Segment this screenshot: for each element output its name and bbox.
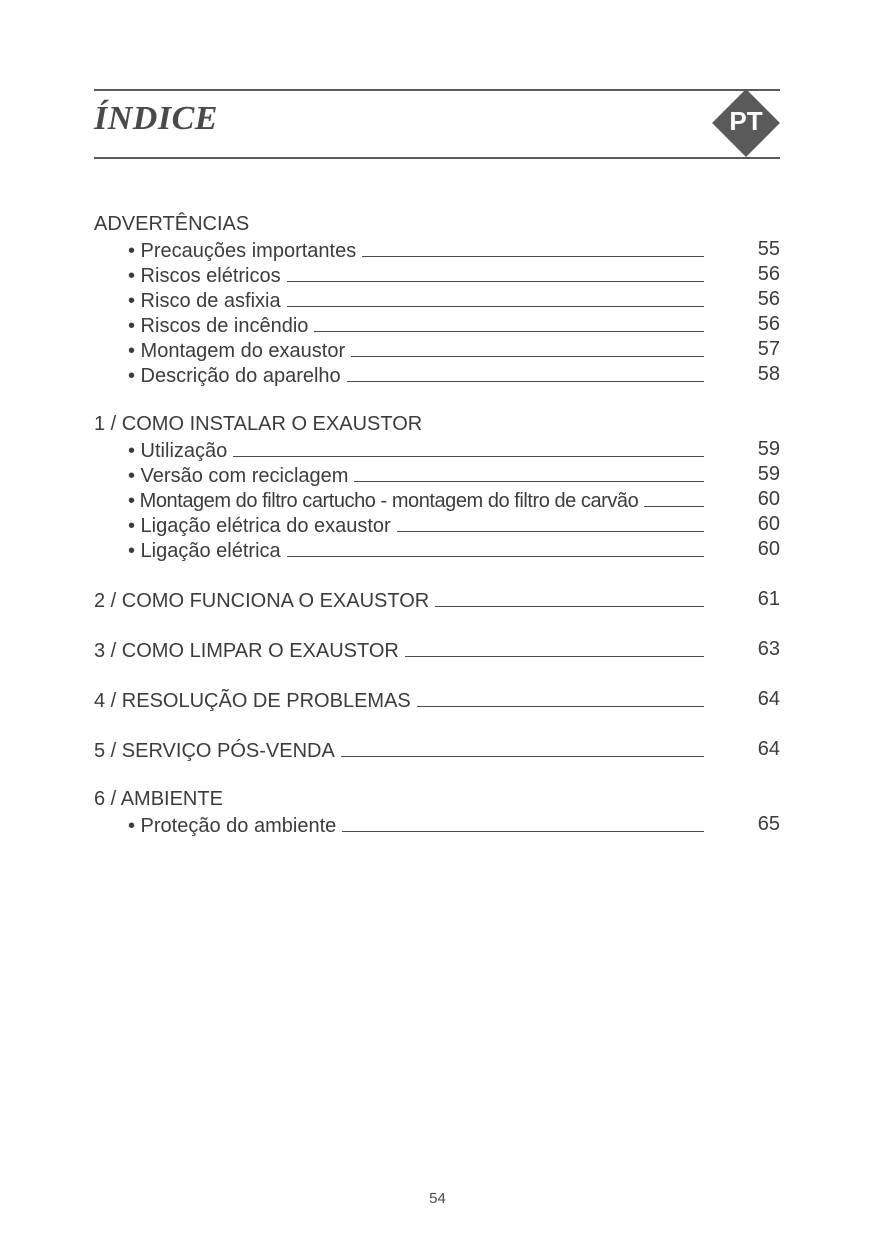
language-badge	[712, 89, 780, 157]
toc-section-heading: 5 / SERVIÇO PÓS-VENDA	[94, 740, 335, 762]
toc-entry[interactable]	[94, 262, 780, 287]
leader-line	[287, 262, 704, 282]
toc-section-heading: 1 / COMO INSTALAR O EXAUSTOR	[94, 413, 423, 435]
leader-line	[405, 637, 704, 657]
toc-entry-label: • Utilização	[128, 440, 228, 462]
leader-line	[435, 587, 704, 607]
toc-entry[interactable]	[94, 312, 780, 337]
leader-line	[342, 812, 704, 832]
toc-entry-page: 63	[757, 638, 780, 660]
toc-entry-page: 58	[757, 363, 780, 385]
toc-entry-label: • Descrição do aparelho	[128, 365, 341, 387]
toc-section-entry[interactable]	[94, 637, 780, 662]
toc-entry[interactable]	[94, 512, 780, 537]
toc-entry-label: • Proteção do ambiente	[128, 815, 337, 837]
leader-line	[354, 462, 704, 482]
page-title: ÍNDICE	[94, 100, 218, 137]
leader-line	[314, 312, 704, 332]
leader-line	[233, 437, 704, 457]
toc-section-heading: 3 / COMO LIMPAR O EXAUSTOR	[94, 640, 399, 662]
toc-entry-label: • Riscos de incêndio	[128, 315, 309, 337]
toc-entry[interactable]	[94, 437, 780, 462]
toc-entry-label: • Ligação elétrica	[128, 540, 281, 562]
table-of-contents	[94, 212, 780, 837]
toc-entry[interactable]	[94, 537, 780, 562]
toc-entry[interactable]	[94, 362, 780, 387]
header-top-rule	[94, 89, 780, 91]
toc-entry-page: 60	[757, 488, 780, 510]
page-number: 54	[429, 1190, 446, 1207]
leader-line	[417, 687, 704, 707]
toc-entry-page: 56	[757, 263, 780, 285]
leader-line	[287, 287, 704, 307]
toc-entry[interactable]	[94, 237, 780, 262]
toc-section-entry[interactable]	[94, 587, 780, 612]
leader-line	[287, 537, 704, 557]
language-badge-label: PT	[729, 105, 763, 136]
toc-entry-label: • Precauções importantes	[128, 240, 357, 262]
toc-entry-page: 56	[757, 288, 780, 310]
toc-entry-page: 57	[757, 338, 780, 360]
toc-section-heading: 4 / RESOLUÇÃO DE PROBLEMAS	[94, 690, 411, 712]
toc-entry[interactable]	[94, 337, 780, 362]
toc-entry[interactable]	[94, 462, 780, 487]
leader-line	[341, 737, 704, 757]
toc-entry[interactable]	[94, 487, 780, 512]
toc-section-entry[interactable]	[94, 687, 780, 712]
toc-section-heading: ADVERTÊNCIAS	[94, 213, 250, 235]
toc-entry-page: 59	[757, 463, 780, 485]
leader-line	[347, 362, 704, 382]
toc-entry-page: 56	[757, 313, 780, 335]
toc-entry-label: • Montagem do filtro cartucho - montagem do filtro de carvão	[128, 490, 639, 512]
toc-entry-label: • Ligação elétrica do exaustor	[128, 515, 391, 537]
toc-entry-page: 55	[757, 238, 780, 260]
leader-line	[644, 487, 704, 507]
toc-section-entry[interactable]	[94, 737, 780, 762]
toc-entry-label: • Montagem do exaustor	[128, 340, 346, 362]
toc-entry-page: 60	[757, 538, 780, 560]
toc-section-heading: 2 / COMO FUNCIONA O EXAUSTOR	[94, 590, 430, 612]
toc-entry-label: • Versão com reciclagem	[128, 465, 349, 487]
toc-entry-page: 61	[757, 588, 780, 610]
toc-entry-page: 64	[757, 688, 780, 710]
toc-entry-page: 65	[757, 813, 780, 835]
toc-entry[interactable]	[94, 287, 780, 312]
toc-entry-label: • Risco de asfixia	[128, 290, 281, 312]
toc-entry-page: 59	[757, 438, 780, 460]
leader-line	[351, 337, 704, 357]
toc-entry-label: • Riscos elétricos	[128, 265, 281, 287]
toc-entry-page: 60	[757, 513, 780, 535]
leader-line	[362, 237, 704, 257]
toc-entry-page: 64	[757, 738, 780, 760]
toc-section-heading: 6 / AMBIENTE	[94, 788, 223, 810]
leader-line	[397, 512, 704, 532]
toc-entry[interactable]	[94, 812, 780, 837]
header-bottom-rule	[94, 157, 780, 159]
